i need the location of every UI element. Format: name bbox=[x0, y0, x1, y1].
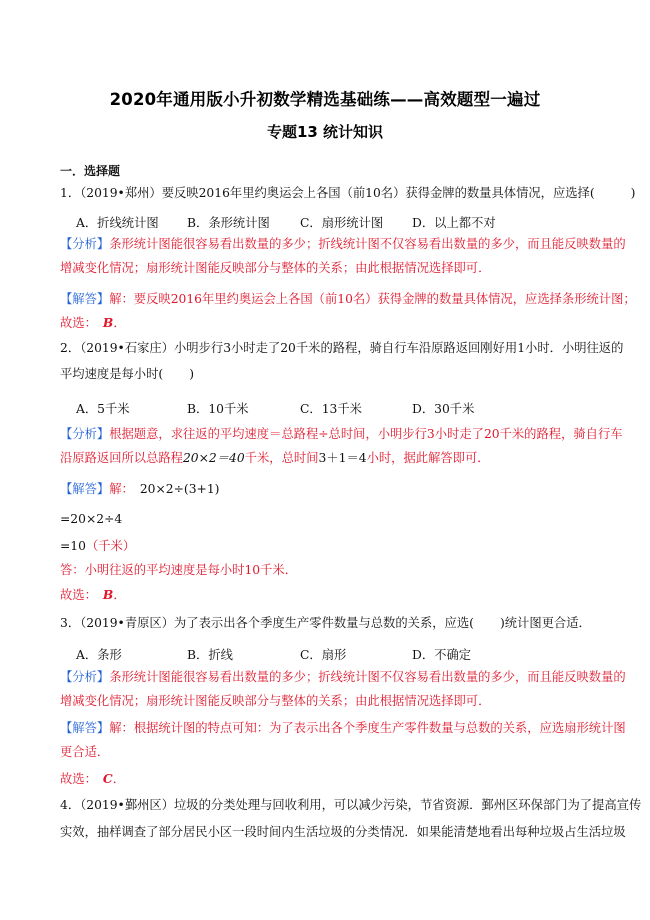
q3-option-a: A．条形 bbox=[76, 648, 122, 662]
q2-stem-line-2 bbox=[60, 366, 598, 382]
q3-answer-line-2: 更合适． bbox=[60, 745, 110, 759]
q1-analysis-text-1: 条形统计图能很容易看出数量的多少；折线统计图不仅容易看出数量的多少，而且能反映数量的 bbox=[109, 237, 626, 251]
analysis-tag: 【分析】 bbox=[60, 237, 110, 251]
q1-option-c: C．扇形统计图 bbox=[300, 216, 384, 230]
answer-tag: 【解答】 bbox=[60, 292, 110, 306]
section-title: 一．选择题 bbox=[60, 164, 121, 178]
q3-analysis-line-1 bbox=[60, 669, 626, 685]
q3-conclusion-end: ． bbox=[112, 772, 126, 786]
q2-stem-close: ) bbox=[189, 367, 194, 381]
q3-stem bbox=[60, 615, 598, 631]
analysis-tag: 【分析】 bbox=[60, 670, 110, 684]
q2-answer-label: 解： bbox=[109, 482, 134, 496]
q1-stem bbox=[60, 185, 636, 201]
answer-tag: 【解答】 bbox=[60, 482, 110, 496]
q2-analysis-line-2 bbox=[60, 450, 598, 466]
q3-conclusion-label: 故选： bbox=[60, 772, 97, 786]
analysis-tag: 【分析】 bbox=[60, 427, 110, 441]
document-title: 2020年通用版小升初数学精选基础练——高效题型一遍过 bbox=[109, 90, 541, 109]
q2-analysis-text-2e: 小时，据此解答即可． bbox=[366, 451, 490, 465]
q2-expression-3-value: =10 bbox=[60, 539, 86, 553]
q2-analysis-formula-1: 20×2＝40 bbox=[182, 451, 245, 465]
q1-stem-close: ) bbox=[630, 186, 636, 200]
q2-expression-1: 20×2÷(3+1) bbox=[139, 482, 220, 496]
q2-option-a: A．5千米 bbox=[76, 402, 130, 416]
q1-analysis-line-1 bbox=[60, 236, 626, 252]
q2-conclusion-label: 故选： bbox=[60, 588, 97, 602]
q2-stem-line-1: 2．（2019•石家庄）小明步行3小时走了20千米的路程，骑自行车沿原路返回刚好用1小时．小明往返的 bbox=[60, 341, 624, 355]
document-subtitle: 专题13 统计知识 bbox=[266, 123, 384, 141]
q1-option-d: D．以上都不对 bbox=[412, 216, 496, 230]
q1-stem-text: 1．（2019•郑州）要反映2016年里约奥运会上各国（前10名）获得金牌的数量具体情况，应选择( bbox=[60, 186, 595, 200]
q2-option-b: B．10千米 bbox=[187, 402, 249, 416]
q2-option-d: D．30千米 bbox=[412, 402, 475, 416]
q3-conclusion bbox=[60, 771, 598, 787]
q1-answer-text: 解：要反映2016年里约奥运会上各国（前10名）获得金牌的数量具体情况，应选择条形统计图； bbox=[109, 292, 636, 306]
q2-option-c: C．13千米 bbox=[300, 402, 362, 416]
q2-answer-line bbox=[60, 481, 598, 497]
q2-analysis-formula-2: 3＋1＝4 bbox=[318, 451, 367, 465]
q3-analysis-text-1: 条形统计图能很容易看出数量的多少；折线统计图不仅容易看出数量的多少，而且能反映数量的 bbox=[109, 670, 626, 684]
q2-conclusion-value: B bbox=[102, 587, 114, 602]
q2-analysis-text-1: 根据题意，求往返的平均速度＝总路程÷总时间，小明步行3小时走了20千米的路程，骑自行车 bbox=[109, 427, 623, 441]
q2-analysis-line-1 bbox=[60, 426, 623, 442]
q1-conclusion bbox=[60, 315, 598, 331]
q3-stem-text: 3．（2019•青原区）为了表示出各个季度生产零件数量与总数的关系，应选( bbox=[60, 616, 474, 630]
q3-stem-end: )统计图更合适． bbox=[499, 616, 591, 630]
q1-conclusion-label: 故选： bbox=[60, 316, 97, 330]
q3-conclusion-value: C bbox=[102, 771, 113, 786]
q2-expression-2: =20×2÷4 bbox=[60, 512, 123, 526]
q2-stem-text: 平均速度是每小时( bbox=[60, 367, 164, 381]
q1-conclusion-value: B bbox=[102, 315, 114, 330]
q3-option-d: D．不确定 bbox=[412, 648, 472, 662]
answer-tag: 【解答】 bbox=[60, 721, 110, 735]
q2-conclusion bbox=[60, 587, 598, 603]
q3-analysis-line-2: 增减变化情况；扇形统计图能反映部分与整体的关系；由此根据情况选择即可． bbox=[60, 694, 491, 708]
q2-expression-3 bbox=[60, 538, 598, 554]
q1-answer-line bbox=[60, 291, 636, 307]
q4-stem-line-1: 4．（2019•鄞州区）垃圾的分类处理与回收利用，可以减少污染，节省资源．鄞州区环保部门为了提高宣传 bbox=[60, 798, 642, 812]
q3-option-c: C．扇形 bbox=[300, 648, 347, 662]
q2-conclusion-end: ． bbox=[113, 588, 126, 602]
q2-expression-3-unit: （千米） bbox=[85, 539, 136, 553]
q1-conclusion-end: ． bbox=[113, 316, 126, 330]
q1-option-b: B．条形统计图 bbox=[187, 216, 270, 230]
q2-analysis-text-2a: 沿原路返回所以总路程 bbox=[60, 451, 183, 465]
q4-stem-line-2: 实效，抽样调查了部分居民小区一段时间内生活垃圾的分类情况．如果能清楚地看出每种垃圾占生活垃圾 bbox=[60, 825, 626, 839]
q1-analysis-line-2: 增减变化情况；扇形统计图能反映部分与整体的关系；由此根据情况选择即可． bbox=[60, 261, 491, 275]
q1-option-a: A．折线统计图 bbox=[76, 216, 159, 230]
q2-final-answer: 答：小明往返的平均速度是每小时10千米． bbox=[60, 563, 297, 577]
q3-answer-text-1: 解：根据统计图的特点可知：为了表示出各个季度生产零件数量与总数的关系，应选扇形统计图 bbox=[109, 721, 626, 735]
q3-answer-line-1 bbox=[60, 720, 626, 736]
q3-option-b: B．折线 bbox=[187, 648, 233, 662]
q2-analysis-text-2c: 千米，总时间 bbox=[244, 451, 319, 465]
